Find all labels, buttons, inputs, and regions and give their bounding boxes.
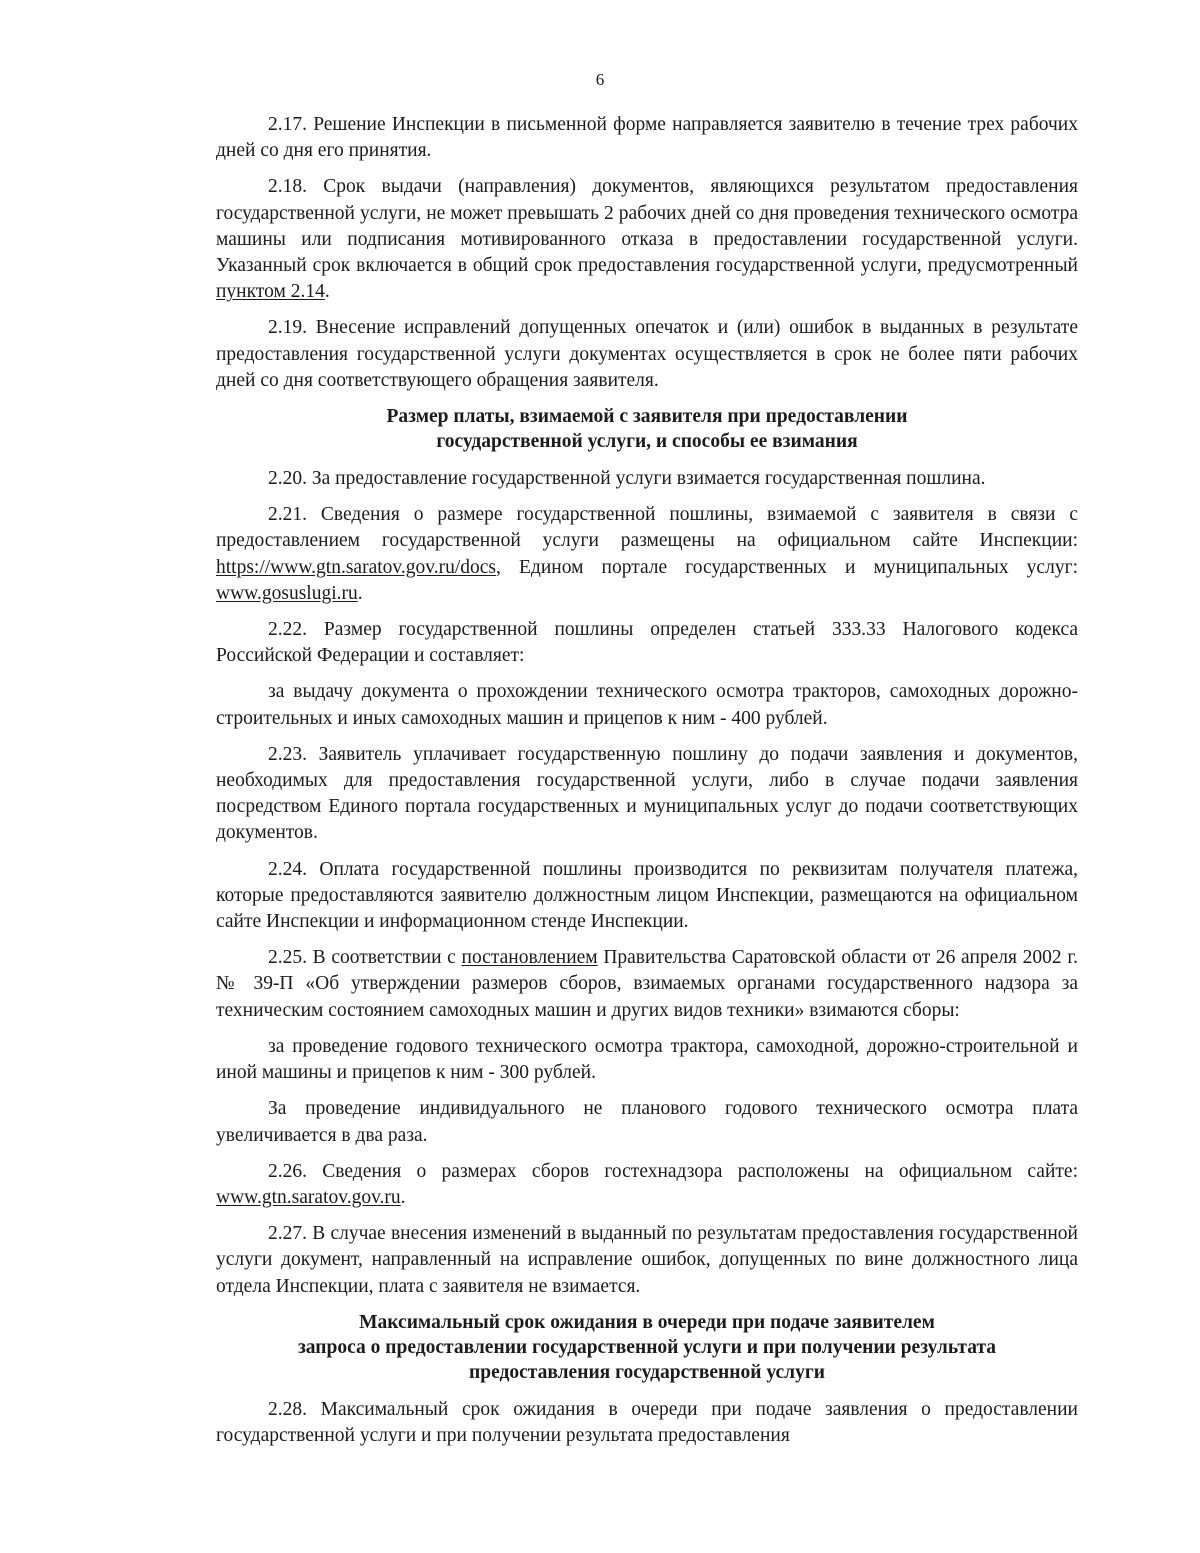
page-number: 6: [595, 70, 605, 89]
paragraph-2-25: [216, 945, 1078, 1024]
paragraph-2-27: 2.27. В случае внесения изменений в выданный по результатам предоставления государственной услуги документ, направленный на исправление ошибок, допущенных по вине должностного лица отдела Инспекции, плата с заявителя не взимается.: [216, 1223, 1078, 1297]
paragraph-2-18: [216, 174, 1078, 305]
paragraph-2-22: 2.22. Размер государственной пошлины определен статьей 333.33 Налогового кодекса Российской Федерации и составляет:: [216, 619, 1078, 667]
queue-heading-line-2: запроса о предоставлении государственной услуги и при получении результата: [297, 1336, 997, 1358]
gosuslugi-link[interactable]: www.gosuslugi.ru: [216, 582, 358, 604]
paragraph-2-22-item: за выдачу документа о прохождении технического осмотра тракторов, самоходных дорожно-строительных и иных самоходных машин и прицепов к ним - 400 рублей.: [216, 681, 1078, 729]
paragraph-2-26-text: 2.26. Сведения о размерах сборов гостехнадзора расположены на официальном сайте:: [268, 1160, 1078, 1182]
queue-section-heading: [216, 1310, 1078, 1385]
fee-section-heading: [216, 404, 1078, 454]
paragraph-2-21-middle: , Едином портале государственных и муниципальных услуг:: [496, 556, 1078, 578]
paragraph-2-21-text: 2.21. Сведения о размере государственной пошлины, взимаемой с заявителя в связи с предоставлением государственной услуги размещены на официальном сайте Инспекции:: [216, 504, 1078, 552]
clause-2-14-link[interactable]: пунктом 2.14: [216, 281, 325, 303]
paragraph-2-23: 2.23. Заявитель уплачивает государственную пошлину до подачи заявления и документов, необходимых для предоставления государственной услуги, либо в случае подачи заявления посредством Единого портала государственных и муниципальных услуг до подачи соответствующих документов.: [216, 743, 1078, 844]
fee-heading-line-2: государственной услуги, и способы ее взимания: [436, 431, 858, 453]
paragraph-2-21-end: .: [357, 582, 363, 604]
paragraph-2-19: 2.19. Внесение исправлений допущенных опечаток и (или) ошибок в выданных в результате предоставления государственной услуги документах осуществляется в срок не более пяти рабочих дней со дня соответствующего обращения заявителя.: [216, 317, 1078, 391]
paragraph-2-25-rest: Правительства Саратовской области от 26 апреля 2002 г. № 39-П «Об утверждении размеров сборов, взимаемых органами государственного надзора за техническим состоянием самоходных машин и других видов техники» взимаются сборы:: [216, 947, 1078, 1021]
paragraph-2-26-end: .: [400, 1186, 406, 1208]
resolution-link[interactable]: постановлением: [461, 947, 598, 969]
queue-heading-line-1: Максимальный срок ожидания в очереди при подаче заявителем: [359, 1311, 935, 1333]
paragraph-2-28: 2.28. Максимальный срок ожидания в очереди при подаче заявления о предоставлении государственной услуги и при получении результата предоставления: [216, 1398, 1078, 1446]
paragraph-2-21: [216, 502, 1078, 607]
gtn-docs-link[interactable]: https://www.gtn.saratov.gov.ru/docs: [216, 556, 497, 578]
paragraph-2-20: 2.20. За предоставление государственной услуги взимается государственная пошлина.: [268, 468, 986, 490]
paragraph-2-25-note: За проведение индивидуального не планового годового технического осмотра плата увеличивается в два раза.: [216, 1098, 1078, 1146]
paragraph-2-18-end: .: [324, 281, 330, 303]
paragraph-2-17: 2.17. Решение Инспекции в письменной форме направляется заявителю в течение трех рабочих дней со дня его принятия.: [216, 114, 1078, 162]
page-content: [216, 112, 1078, 1459]
queue-heading-line-3: предоставления государственной услуги: [469, 1361, 825, 1383]
fee-heading-line-1: Размер платы, взимаемой с заявителя при предоставлении: [386, 406, 908, 428]
paragraph-2-18-text: 2.18. Срок выдачи (направления) документов, являющихся результатом предоставления государственной услуги, не может превышать 2 рабочих дней со дня проведения технического осмотра машины или подписания мотивированного отказа в предоставлении государственной услуги. Указанный срок включается в общий срок предоставления государственной услуги, предусмотренный: [216, 176, 1078, 277]
paragraph-2-25-text: 2.25. В соответствии с: [268, 947, 462, 969]
gtn-site-link[interactable]: www.gtn.saratov.gov.ru: [216, 1186, 401, 1208]
paragraph-2-26: [216, 1159, 1078, 1211]
paragraph-2-24: 2.24. Оплата государственной пошлины производится по реквизитам получателя платежа, которые предоставляются заявителю должностным лицом Инспекции, размещаются на официальном сайте Инспекции и информационном стенде Инспекции.: [216, 858, 1078, 933]
paragraph-2-25-item: за проведение годового технического осмотра трактора, самоходной, дорожно-строительной и иной машины и прицепов к ним - 300 рублей.: [216, 1035, 1078, 1084]
